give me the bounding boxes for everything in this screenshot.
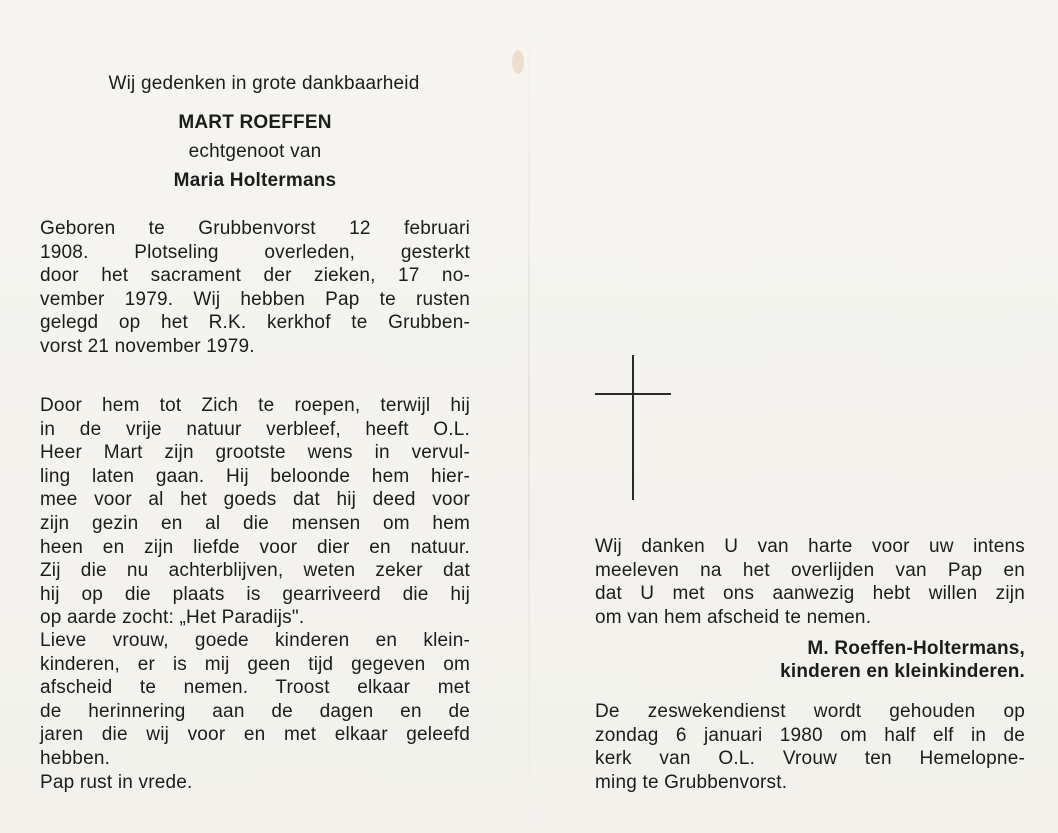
tribute-paragraph: [40, 394, 470, 630]
text-line: ming te Grubbenvorst.: [595, 771, 788, 793]
cross-vertical-bar: [632, 355, 634, 500]
text-line: om van hem afscheid te nemen.: [595, 606, 872, 628]
text-line: in de vrije natuur verbleef, heeft O.L.: [40, 418, 470, 440]
text-line: Door hem tot Zich te roepen, terwijl hij: [40, 395, 470, 416]
text-line: mee voor al het goeds dat hij deed voor: [40, 489, 470, 511]
text-line: 1908. Plotseling overleden, gesterkt: [40, 241, 470, 263]
cross-icon: [595, 355, 675, 500]
text-line: hebben.: [40, 747, 111, 769]
thanks-paragraph: [595, 535, 1025, 629]
text-line: afscheid te nemen. Troost elkaar met: [40, 677, 470, 699]
text-line: zondag 6 januari 1980 om half elf in de: [595, 724, 1025, 746]
spouse-name: Maria Holtermans: [173, 170, 337, 191]
deceased-name: MART ROEFFEN: [178, 112, 332, 133]
cross-horizontal-bar: [595, 393, 671, 395]
intro-line: Wij gedenken in grote dankbaarheid: [108, 73, 420, 94]
text-line: Heer Mart zijn grootste wens in vervul-: [40, 442, 470, 464]
text-line: De zeswekendienst wordt gehouden op: [595, 701, 1025, 722]
text-line: Zij die nu achterblijven, weten zeker dat: [40, 560, 470, 582]
text-line: kinderen, er is mij geen tijd gegeven om: [40, 653, 470, 675]
text-line: jaren die wij voor en met elkaar geleefd: [40, 724, 470, 746]
text-line: heen en zijn liefde voor dier en natuur.: [40, 536, 470, 558]
service-paragraph: [595, 700, 1025, 794]
text-line: Wij danken U van harte voor uw intens: [595, 536, 1025, 557]
text-line: door het sacrament der zieken, 17 no-: [40, 265, 470, 287]
text-line: vorst 21 november 1979.: [40, 335, 255, 357]
paper-stain: [512, 50, 524, 74]
text-line: Pap rust in vrede.: [40, 771, 193, 793]
birth-paragraph: [40, 217, 470, 359]
text-line: zijn gezin en al die mensen om hem: [40, 512, 470, 534]
text-line: ling laten gaan. Hij beloonde hem hier-: [40, 465, 470, 487]
text-line: de herinnering aan de dagen en de: [40, 700, 470, 722]
text-line: meeleven na het overlijden van Pap en: [595, 559, 1025, 581]
card-fold: [528, 0, 530, 833]
text-line: Lieve vrouw, goede kinderen en klein-: [40, 630, 470, 651]
text-line: vember 1979. Wij hebben Pap te rusten: [40, 288, 470, 310]
spouse-label: echtgenoot van: [188, 141, 322, 162]
farewell-paragraph: [40, 629, 470, 794]
text-line: hij op die plaats is gearriveerd die hij: [40, 583, 470, 605]
signature-family: M. Roeffen-Holtermans,: [807, 638, 1025, 659]
text-line: kerk van O.L. Vrouw ten Hemelopne-: [595, 748, 1025, 770]
text-line: dat U met ons aanwezig hebt willen zijn: [595, 583, 1025, 605]
text-line: op aarde zocht: „Het Paradijs".: [40, 607, 305, 629]
text-line: Geboren te Grubbenvorst 12 februari: [40, 218, 470, 239]
text-line: gelegd op het R.K. kerkhof te Grubben-: [40, 312, 470, 334]
signature-children: kinderen en kleinkinderen.: [780, 661, 1025, 682]
